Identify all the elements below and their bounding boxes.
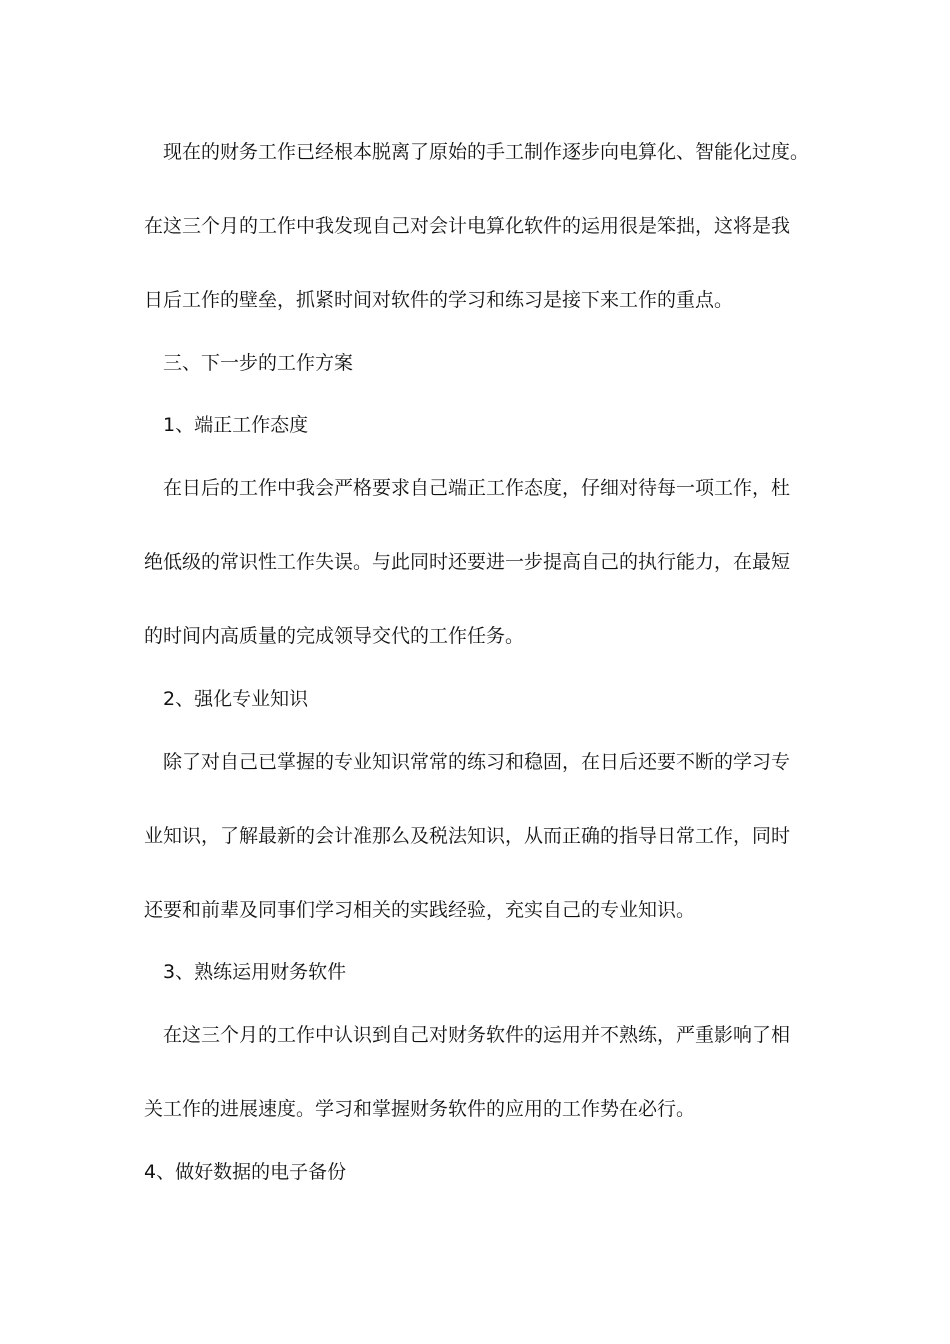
paragraph-line: 除了对自己已掌握的专业知识常常的练习和稳固，在日后还要不断的学习专 (163, 751, 791, 773)
section-heading: 三、下一步的工作方案 (163, 352, 354, 374)
paragraph-line: 关工作的进展速度。学习和掌握财务软件的应用的工作势在必行。 (144, 1098, 696, 1120)
paragraph-line: 在日后的工作中我会严格要求自己端正工作态度，仔细对待每一项工作，杜 (163, 477, 791, 499)
subsection-heading: 1、端正工作态度 (163, 414, 309, 436)
paragraph-line: 还要和前辈及同事们学习相关的实践经验，充实自己的专业知识。 (144, 899, 696, 921)
paragraph-line: 在这三个月的工作中认识到自己对财务软件的运用并不熟练，严重影响了相 (163, 1024, 791, 1046)
subsection-heading: 4、做好数据的电子备份 (144, 1161, 347, 1183)
paragraph-line: 在这三个月的工作中我发现自己对会计电算化软件的运用很是笨拙，这将是我 (144, 215, 791, 237)
paragraph-line: 现在的财务工作已经根本脱离了原始的手工制作逐步向电算化、智能化过度。 (163, 141, 810, 163)
paragraph-line: 日后工作的壁垒，抓紧时间对软件的学习和练习是接下来工作的重点。 (144, 289, 734, 311)
subsection-heading: 2、强化专业知识 (163, 688, 309, 710)
subsection-heading: 3、熟练运用财务软件 (163, 961, 347, 983)
paragraph-line: 绝低级的常识性工作失误。与此同时还要进一步提高自己的执行能力，在最短 (144, 551, 791, 573)
paragraph-line: 业知识，了解最新的会计准那么及税法知识，从而正确的指导日常工作，同时 (144, 825, 791, 847)
paragraph-line: 的时间内高质量的完成领导交代的工作任务。 (144, 625, 525, 647)
